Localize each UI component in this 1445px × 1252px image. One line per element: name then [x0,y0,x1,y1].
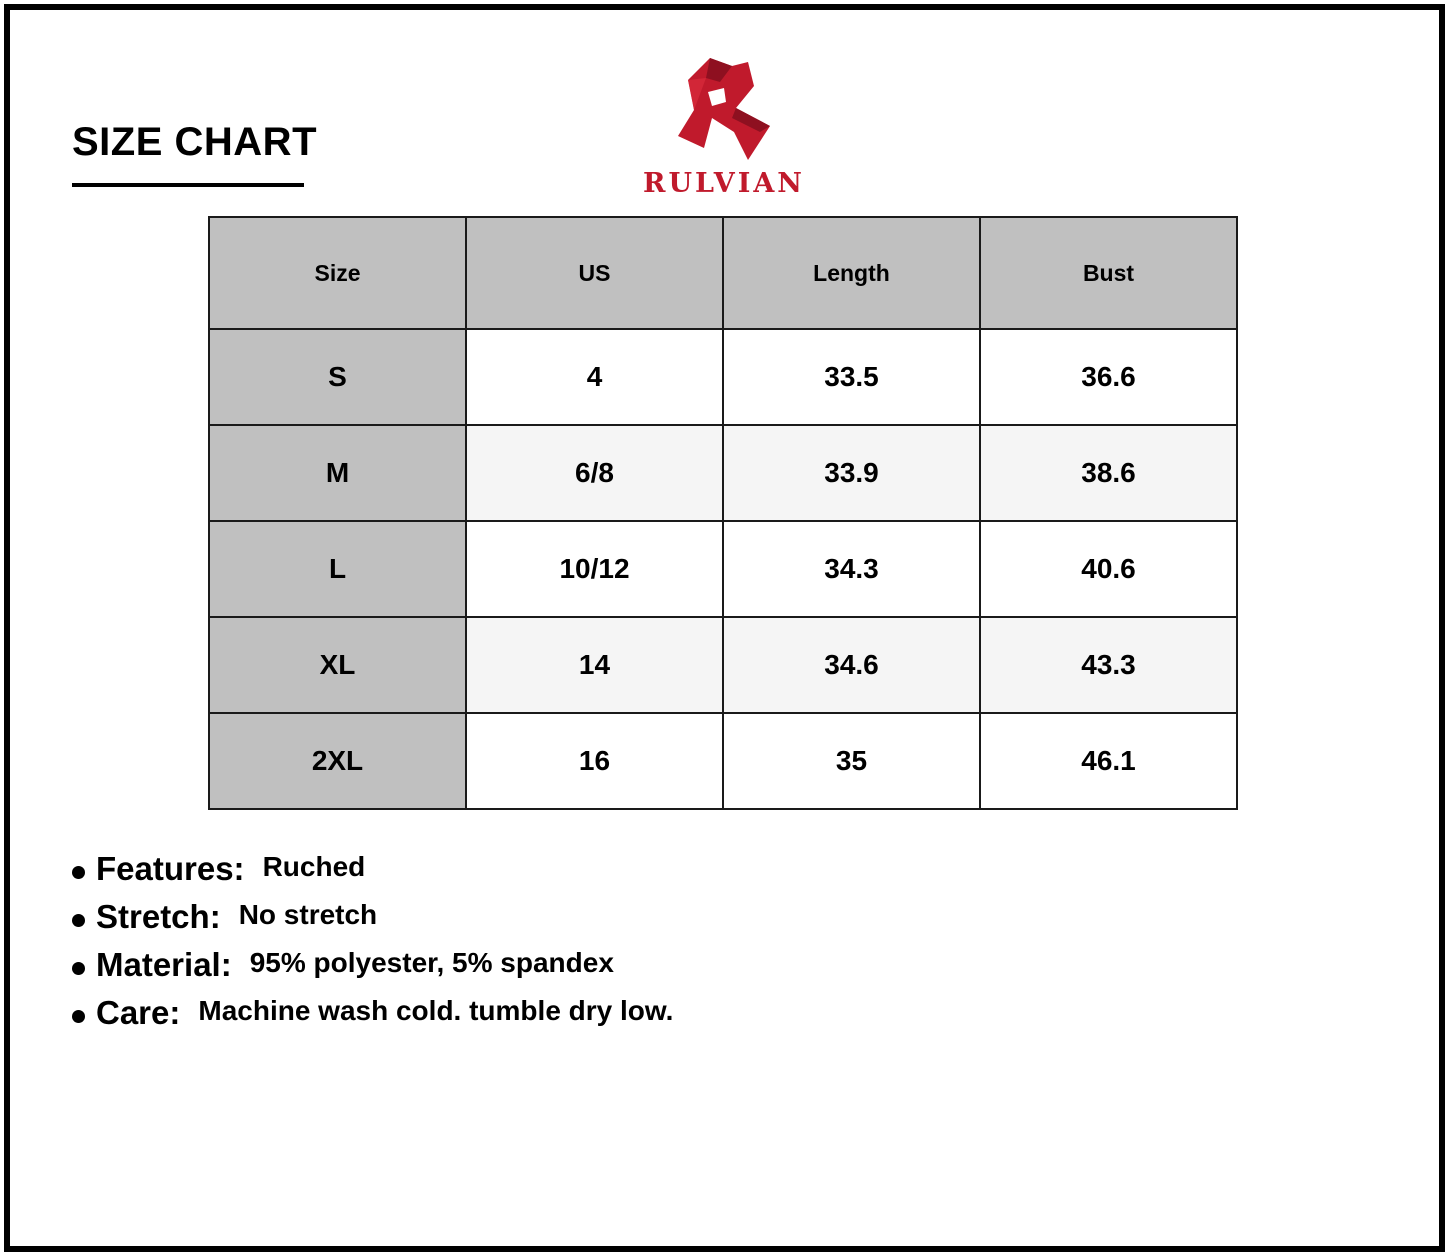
us-cell: 10/12 [466,521,723,617]
table-row [209,713,1237,809]
length-cell: 34.3 [723,521,980,617]
table-row [209,329,1237,425]
brand-name: RULVIAN [643,168,805,199]
length-cell: 35 [723,713,980,809]
r-monogram-icon [676,52,772,164]
bullet-icon [72,1010,85,1023]
us-cell: 4 [466,329,723,425]
bust-cell: 36.6 [980,329,1237,425]
length-cell: 33.5 [723,329,980,425]
size-cell: 2XL [209,713,466,809]
header-length: Length [723,217,980,329]
us-cell: 6/8 [466,425,723,521]
bullet-icon [72,914,85,927]
bust-cell: 43.3 [980,617,1237,713]
size-cell: XL [209,617,466,713]
table-row [209,425,1237,521]
header-bust: Bust [980,217,1237,329]
size-table [208,216,1238,810]
us-cell: 16 [466,713,723,809]
us-cell: 14 [466,617,723,713]
bust-cell: 46.1 [980,713,1237,809]
page-title: SIZE CHART [72,120,317,164]
spec-value: Machine wash cold. tumble dry low. [198,995,674,1026]
product-specs [72,850,673,1042]
spec-label: Features: [96,850,245,887]
table-row [209,617,1237,713]
table-row [209,521,1237,617]
length-cell: 33.9 [723,425,980,521]
spec-value: No stretch [238,899,378,930]
table-header-row [209,217,1237,329]
spec-stretch [72,898,673,946]
spec-label: Stretch: [96,898,221,935]
spec-features [72,850,673,898]
spec-value: 95% polyester, 5% spandex [249,947,614,978]
length-cell: 34.6 [723,617,980,713]
spec-label: Material: [96,946,232,983]
header-us: US [466,217,723,329]
bust-cell: 38.6 [980,425,1237,521]
spec-label: Care: [96,994,181,1031]
bullet-icon [72,866,85,879]
title-underline [72,183,304,187]
size-cell: S [209,329,466,425]
spec-care [72,994,673,1042]
spec-value: Ruched [262,851,366,882]
header-size: Size [209,217,466,329]
brand-logo [628,52,820,202]
bullet-icon [72,962,85,975]
bust-cell: 40.6 [980,521,1237,617]
size-cell: L [209,521,466,617]
size-cell: M [209,425,466,521]
spec-material [72,946,673,994]
